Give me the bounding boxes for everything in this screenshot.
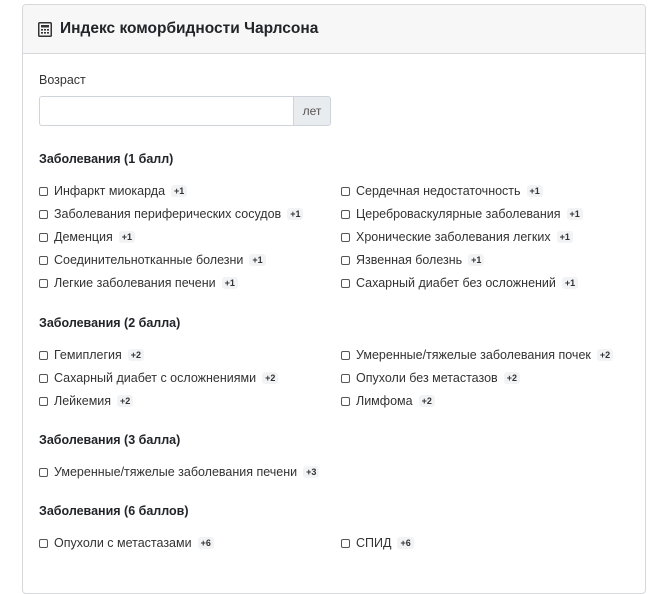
points-badge: +2: [262, 372, 278, 384]
condition-checkbox[interactable]: [39, 233, 48, 242]
condition-label: Опухоли без метастазов: [356, 371, 498, 385]
condition-option[interactable]: [341, 230, 573, 244]
condition-checkbox[interactable]: [341, 279, 350, 288]
condition-option[interactable]: [341, 207, 583, 221]
section-title: Заболевания (1 балл): [39, 152, 174, 166]
condition-checkbox[interactable]: [39, 256, 48, 265]
condition-checkbox[interactable]: [39, 374, 48, 383]
points-badge: +1: [249, 254, 265, 266]
section-title: Заболевания (6 баллов): [39, 504, 189, 518]
points-badge: +6: [397, 537, 413, 549]
points-badge: +6: [198, 537, 214, 549]
condition-checkbox[interactable]: [39, 351, 48, 360]
condition-label: Лимфома: [356, 394, 413, 408]
condition-option[interactable]: [341, 276, 578, 290]
condition-option[interactable]: [341, 184, 543, 198]
condition-label: Соединительнотканные болезни: [54, 253, 244, 267]
condition-label: Деменция: [54, 230, 113, 244]
points-badge: +1: [119, 231, 135, 243]
condition-checkbox[interactable]: [39, 397, 48, 406]
condition-label: Сердечная недостаточность: [356, 184, 521, 198]
points-badge: +3: [303, 466, 319, 478]
condition-option[interactable]: [39, 230, 135, 244]
condition-checkbox[interactable]: [341, 374, 350, 383]
condition-checkbox[interactable]: [341, 187, 350, 196]
points-badge: +1: [557, 231, 573, 243]
condition-checkbox[interactable]: [341, 256, 350, 265]
condition-option[interactable]: [39, 348, 144, 362]
condition-label: Умеренные/тяжелые заболевания печени: [54, 465, 298, 479]
condition-option[interactable]: [39, 253, 266, 267]
points-badge: +1: [468, 254, 484, 266]
condition-option[interactable]: [39, 465, 319, 479]
condition-checkbox[interactable]: [341, 351, 350, 360]
points-badge: +2: [419, 395, 435, 407]
condition-checkbox[interactable]: [39, 210, 48, 219]
condition-checkbox[interactable]: [341, 539, 350, 548]
section-title: Заболевания (2 балла): [39, 316, 181, 330]
condition-option[interactable]: [341, 371, 520, 385]
age-label: Возраст: [39, 73, 86, 87]
calculator-icon: [38, 22, 52, 37]
age-input-group: [39, 96, 331, 126]
condition-label: Опухоли с метастазами: [54, 536, 192, 550]
condition-label: Цереброваскулярные заболевания: [356, 207, 561, 221]
condition-label: Сахарный диабет без осложнений: [356, 276, 556, 290]
condition-label: Лейкемия: [54, 394, 112, 408]
condition-option[interactable]: [39, 276, 238, 290]
charlson-card: [22, 4, 646, 594]
condition-label: СПИД: [356, 536, 392, 550]
condition-label: Легкие заболевания печени: [54, 276, 216, 290]
condition-option[interactable]: [341, 348, 613, 362]
condition-label: Хронические заболевания легких: [356, 230, 551, 244]
points-badge: +1: [527, 185, 543, 197]
points-badge: +1: [222, 277, 238, 289]
condition-checkbox[interactable]: [39, 279, 48, 288]
age-input[interactable]: [39, 96, 293, 126]
condition-option[interactable]: [341, 253, 484, 267]
points-badge: +2: [504, 372, 520, 384]
condition-option[interactable]: [39, 536, 214, 550]
points-badge: +1: [567, 208, 583, 220]
condition-label: Умеренные/тяжелые заболевания почек: [356, 348, 591, 362]
condition-checkbox[interactable]: [39, 468, 48, 477]
card-header: [23, 5, 645, 54]
condition-label: Гемиплегия: [54, 348, 122, 362]
condition-option[interactable]: [39, 371, 278, 385]
condition-label: Инфаркт миокарда: [54, 184, 166, 198]
condition-option[interactable]: [341, 536, 414, 550]
condition-checkbox[interactable]: [39, 187, 48, 196]
condition-checkbox[interactable]: [39, 539, 48, 548]
age-unit-addon: лет: [293, 96, 331, 126]
page-title: Индекс коморбидности Чарлсона: [60, 20, 319, 37]
points-badge: +2: [117, 395, 133, 407]
points-badge: +1: [562, 277, 578, 289]
condition-option[interactable]: [39, 394, 133, 408]
condition-checkbox[interactable]: [341, 233, 350, 242]
condition-option[interactable]: [39, 184, 187, 198]
section-title: Заболевания (3 балла): [39, 433, 181, 447]
points-badge: +2: [128, 349, 144, 361]
condition-option[interactable]: [39, 207, 303, 221]
condition-option[interactable]: [341, 394, 435, 408]
condition-label: Язвенная болезнь: [356, 253, 463, 267]
condition-label: Заболевания периферических сосудов: [54, 207, 282, 221]
points-badge: +1: [171, 185, 187, 197]
condition-label: Сахарный диабет с осложнениями: [54, 371, 257, 385]
condition-checkbox[interactable]: [341, 397, 350, 406]
points-badge: +1: [287, 208, 303, 220]
condition-checkbox[interactable]: [341, 210, 350, 219]
points-badge: +2: [597, 349, 613, 361]
